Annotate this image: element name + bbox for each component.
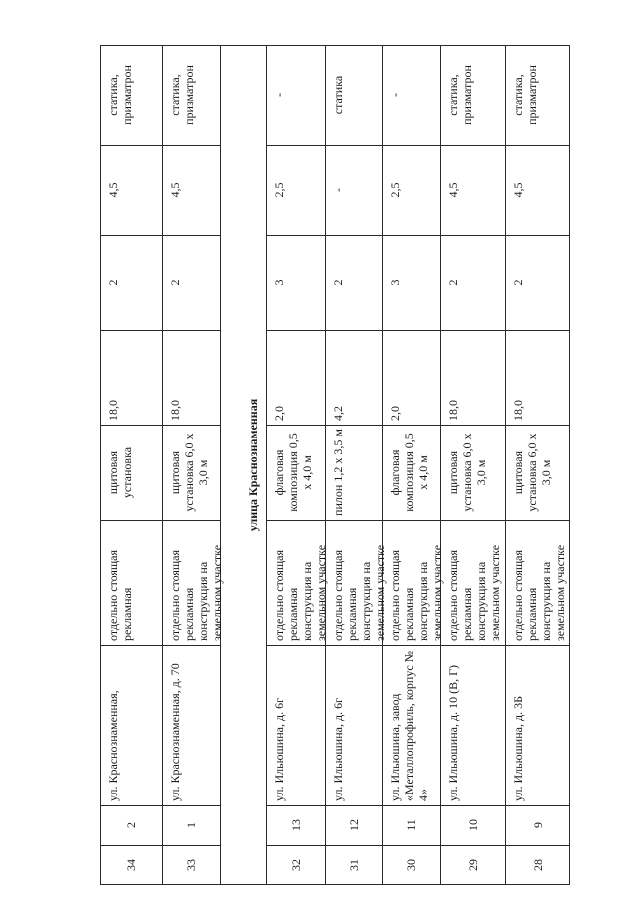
cell-height (382, 145, 440, 235)
cell-construction-kind-text: отдельно стоящая рекламная конструкция на земельном участке (446, 544, 502, 641)
cell-sub-number (505, 805, 570, 845)
cell-height-text: 2,5 (272, 182, 286, 198)
cell-row-number-text: 34 (124, 859, 138, 871)
cell-construction-type (505, 425, 570, 520)
cell-height-text: 2,5 (388, 182, 402, 198)
cell-area (100, 330, 162, 425)
cell-sub-number-text: 11 (404, 819, 418, 831)
cell-sides-text: 2 (446, 279, 460, 286)
cell-address (162, 645, 220, 805)
cell-sides-text: 2 (106, 279, 120, 286)
cell-sub-number (162, 805, 220, 845)
cell-area-text: 18,0 (106, 400, 120, 421)
cell-construction-kind (505, 520, 570, 645)
cell-construction-type-text: щитовая установка 6,0 х 3,0 м (446, 433, 488, 512)
cell-address (382, 645, 440, 805)
cell-sub-number-text: 13 (288, 819, 303, 831)
cell-address-text: ул. Краснознаменная, д. 70 (168, 663, 182, 801)
cell-area-text: 18,0 (446, 400, 460, 421)
cell-height-text: 4,5 (446, 182, 460, 198)
cell-construction-kind-text: отдельно стоящая рекламная конструкция на земельном участке (331, 544, 387, 641)
cell-row-number (162, 845, 220, 885)
cell-sub-number (382, 805, 440, 845)
cell-row-number (100, 845, 162, 885)
cell-area (382, 330, 440, 425)
cell-construction-type (325, 425, 382, 520)
cell-sub-number-text: 9 (530, 822, 545, 828)
rotated-table (70, 45, 570, 885)
cell-row-number (505, 845, 570, 885)
section-title: улица Краснознаменная (246, 398, 260, 532)
cell-sides (266, 235, 325, 330)
cell-sides (162, 235, 220, 330)
cell-construction-type-text: щитовая установка (106, 446, 134, 499)
cell-technology (382, 45, 440, 145)
cell-technology (505, 45, 570, 145)
cell-construction-kind-text: отдельно стоящая рекламная конструкция на земельном участке (272, 544, 328, 641)
cell-construction-kind-text: отдельно стоящая рекламная (106, 549, 134, 641)
cell-height (100, 145, 162, 235)
cell-height (266, 145, 325, 235)
cell-height-text: 4,5 (106, 182, 120, 198)
cell-sides-text: 3 (388, 279, 402, 286)
cell-area-text: 2,0 (272, 406, 286, 421)
cell-construction-kind (266, 520, 328, 645)
cell-construction-kind (325, 520, 387, 645)
cell-area-text: 4,2 (331, 406, 345, 421)
cell-construction-kind (440, 520, 505, 645)
cell-construction-type (382, 425, 440, 520)
cell-sub-number (440, 805, 505, 845)
cell-area (266, 330, 325, 425)
cell-construction-kind-text: отдельно стоящая рекламная конструкция на земельном участке (168, 544, 224, 641)
cell-row-number-text: 30 (404, 859, 418, 871)
cell-sides-text: 2 (511, 279, 525, 286)
section-header (220, 45, 266, 885)
cell-area-text: 18,0 (511, 400, 525, 421)
cell-area-text: 18,0 (168, 400, 182, 421)
cell-address-text: ул. Ильюшина, д. 6г (331, 698, 345, 801)
cell-technology-text: статика, призматрон (106, 65, 134, 125)
cell-technology-text: статика, призматрон (168, 65, 196, 125)
cell-address (505, 645, 570, 805)
cell-address (266, 645, 325, 805)
cell-technology-text: статика, призматрон (446, 65, 474, 125)
cell-construction-type-text: щитовая установка 6,0 х 3,0 м (168, 433, 210, 512)
cell-construction-kind-text: отдельно стоящая рекламная конструкция на земельном участке (388, 544, 444, 641)
cell-height-text: 4,5 (511, 182, 525, 198)
cell-height (162, 145, 220, 235)
cell-sides (505, 235, 570, 330)
cell-construction-kind-text: отдельно стоящая рекламная конструкция на земельном участке (511, 544, 567, 641)
cell-address-text: ул. Ильюшина, завод «Металлопрофиль, корпус № 4» (388, 650, 430, 801)
cell-address-text: ул. Ильюшина, д. 10 (В, Г) (446, 664, 460, 801)
cell-sides (325, 235, 382, 330)
cell-area (325, 330, 382, 425)
cell-technology (100, 45, 162, 145)
cell-address-text: ул. Ильюшина, д. 6г (272, 698, 286, 801)
cell-sub-number-text: 12 (346, 819, 361, 831)
cell-technology-text: статика, призматрон (511, 65, 539, 125)
cell-construction-kind (382, 520, 444, 645)
cell-technology-text: - (272, 93, 286, 97)
cell-address-text: ул. Ильюшина, д. 3Б (511, 696, 525, 801)
cell-technology-text: статика (331, 75, 345, 115)
cell-construction-type (162, 425, 220, 520)
cell-sides-text: 2 (331, 279, 345, 286)
cell-area (505, 330, 570, 425)
cell-construction-kind (162, 520, 224, 645)
cell-height (440, 145, 505, 235)
cell-sides (440, 235, 505, 330)
cell-address (440, 645, 505, 805)
cell-area (162, 330, 220, 425)
cell-technology (266, 45, 325, 145)
cell-row-number (266, 845, 325, 885)
cell-area-text: 2,0 (388, 406, 402, 421)
cell-row-number-text: 32 (288, 859, 303, 871)
cell-technology (440, 45, 505, 145)
cell-sub-number-text: 1 (184, 822, 198, 828)
cell-sides (100, 235, 162, 330)
cell-height-text: - (331, 188, 345, 192)
cell-row-number (325, 845, 382, 885)
cell-sub-number (266, 805, 325, 845)
cell-construction-kind (100, 520, 162, 645)
cell-height-text: 4,5 (168, 182, 182, 198)
cell-address-text: ул. Краснознаменная, (106, 690, 120, 801)
cell-sides-text: 2 (168, 279, 182, 286)
cell-row-number-text: 31 (346, 859, 361, 871)
cell-construction-type-text: флаговая композиция 0,5 х 4,0 м (272, 433, 314, 512)
cell-row-number-text: 28 (530, 859, 545, 871)
cell-row-number-text: 33 (184, 859, 198, 871)
cell-sides (382, 235, 440, 330)
cell-sides-text: 3 (272, 279, 286, 286)
cell-address (100, 645, 162, 805)
cell-construction-type-text: флаговая композиция 0,5 х 4,0 м (388, 433, 430, 512)
cell-technology (325, 45, 382, 145)
cell-construction-type (100, 425, 162, 520)
cell-sub-number-text: 10 (465, 819, 480, 831)
cell-construction-type-text: щитовая установка 6,0 х 3,0 м (511, 433, 553, 512)
cell-sub-number-text: 2 (124, 822, 138, 828)
cell-construction-type (440, 425, 505, 520)
cell-sub-number (100, 805, 162, 845)
cell-construction-type-text: пилон 1,2 х 3,5 м (331, 429, 345, 516)
cell-row-number (382, 845, 440, 885)
cell-height (325, 145, 382, 235)
cell-technology (162, 45, 220, 145)
cell-height (505, 145, 570, 235)
cell-row-number-text: 29 (465, 859, 480, 871)
cell-construction-type (266, 425, 325, 520)
cell-sub-number (325, 805, 382, 845)
cell-row-number (440, 845, 505, 885)
cell-address (325, 645, 382, 805)
cell-technology-text: - (388, 93, 402, 97)
cell-area (440, 330, 505, 425)
